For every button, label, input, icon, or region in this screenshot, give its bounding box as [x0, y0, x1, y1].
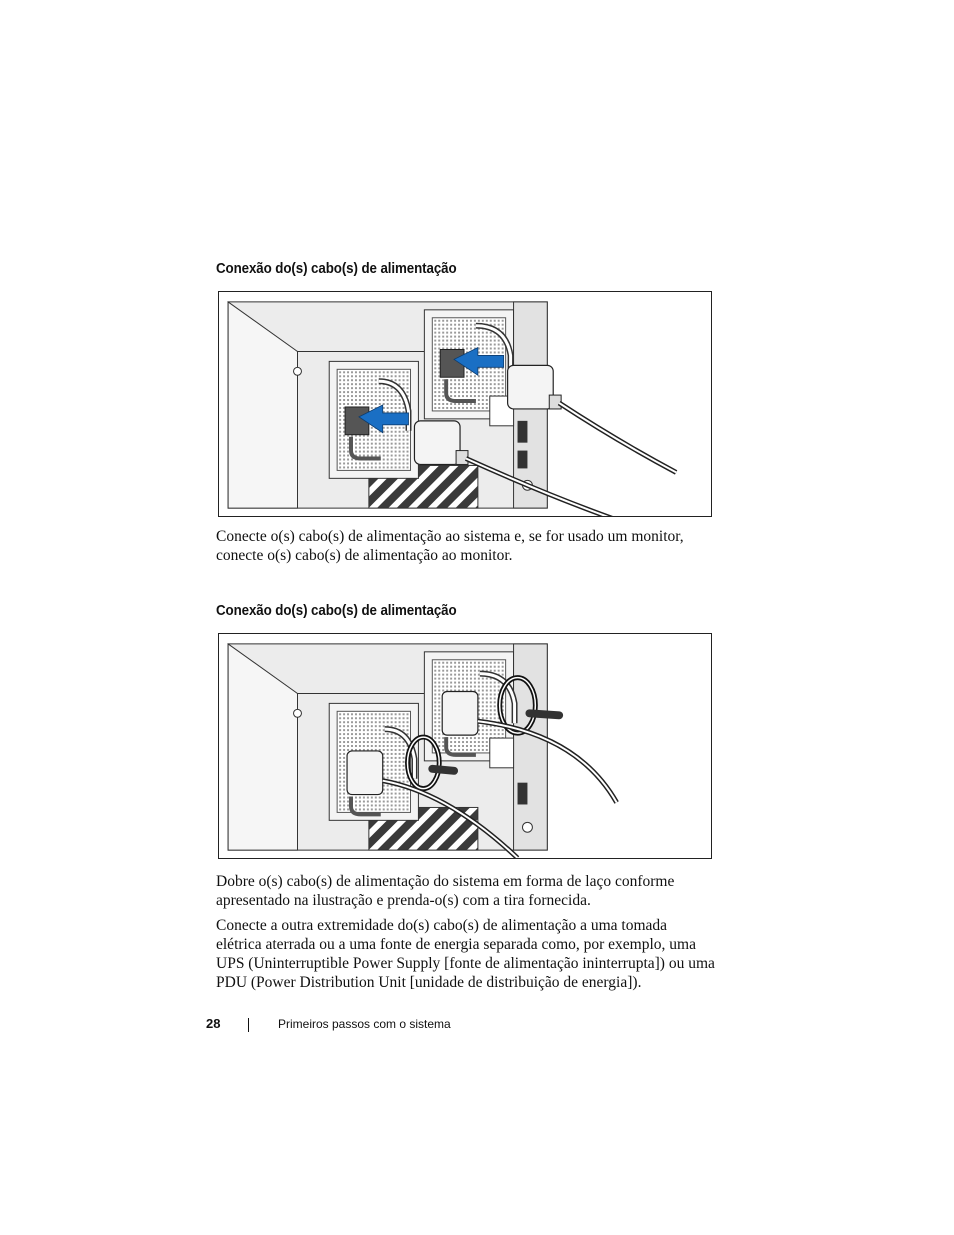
page-number: 28 [206, 1016, 221, 1031]
section-heading-secure-power: Conexão do(s) cabo(s) de alimentação [216, 603, 457, 619]
section-heading-connect-power: Conexão do(s) cabo(s) de alimentação [216, 261, 457, 277]
figure-loop-power-cables [218, 633, 712, 859]
instruction-paragraph: Conecte o(s) cabo(s) de alimentação ao sistema e, se for usado um monitor, conecte o(s) cabo(s) de alimentação ao monitor. [216, 528, 684, 564]
figure-connect-power-cables [218, 291, 712, 517]
chapter-title: Primeiros passos com o sistema [278, 1017, 451, 1031]
footer-divider [248, 1018, 249, 1032]
illustration-power-cable-loop [219, 634, 711, 858]
instruction-paragraph: Conecte a outra extremidade do(s) cabo(s) de alimentação a uma tomada elétrica aterrada ou a uma fonte de energia separada como, por exemplo, uma UPS (Uninterruptible Power Supply [fonte de alimentação ininterrupta]) ou uma PDU (Power Distribution Unit [unidade de distribuição de energia]). [216, 917, 715, 991]
instruction-paragraph: Dobre o(s) cabo(s) de alimentação do sistema em forma de laço conforme apresentado na ilustração e prenda-o(s) com a tira fornecida. [216, 873, 675, 909]
illustration-power-cable-connection [219, 292, 711, 516]
